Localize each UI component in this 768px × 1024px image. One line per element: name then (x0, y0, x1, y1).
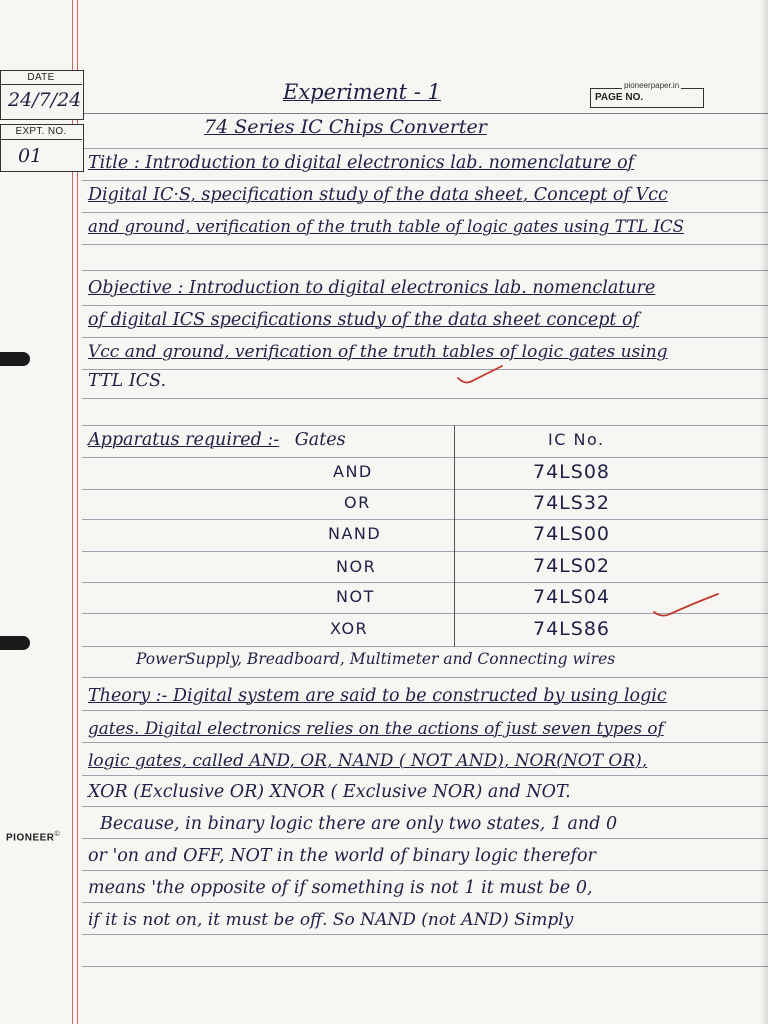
apparatus-label: Apparatus required :- Gates (88, 430, 346, 450)
date-label: DATE (27, 72, 55, 83)
date-value: 24/7/24 (8, 89, 82, 111)
experiment-title: Experiment - 1 (283, 80, 441, 104)
expt-no-value: 01 (18, 145, 43, 167)
theory-line-2: gates. Digital electronics relies on the actions of just seven types of (88, 718, 664, 738)
page-no-box (590, 88, 704, 108)
theory-line-7: means 'the opposite of if something is not 1 it must be 0, (88, 878, 593, 898)
title-line-1: Title : Introduction to digital electronics lab. nomenclature of (88, 153, 635, 173)
gate-xor: XOR (330, 619, 369, 638)
gate-not: NOT (336, 587, 375, 606)
theory-line-3: logic gates, called AND, OR, NAND ( NOT AND), NOR(NOT OR), (88, 751, 648, 771)
objective-line-1: Objective : Introduction to digital electronics lab. nomenclature (88, 278, 656, 298)
ic-and: 74LS08 (533, 461, 610, 483)
ic-nor: 74LS02 (533, 555, 610, 577)
objective-line-3: Vcc and ground, verification of the truth tables of logic gates using (88, 342, 668, 362)
check-mark-icon (456, 362, 506, 386)
ic-xor: 74LS86 (533, 618, 610, 640)
ic-no-header: IC No. (548, 430, 605, 449)
ic-or: 74LS32 (533, 492, 610, 514)
objective-line-4: TTL ICS. (88, 371, 167, 391)
theory-line-8: if it is not on, it must be off. So NAND (not AND) Simply (88, 910, 574, 930)
page-no-label: PAGE NO. (595, 92, 644, 103)
table-divider (454, 425, 455, 647)
page-edge-shadow (760, 0, 768, 1024)
ic-nand: 74LS00 (533, 523, 610, 545)
theory-line-4: XOR (Exclusive OR) XNOR ( Exclusive NOR) and NOT. (88, 782, 571, 802)
brand-logo: PIONEER© (6, 831, 61, 844)
expt-no-label: EXPT. NO. (15, 126, 67, 137)
gate-or: OR (344, 493, 371, 512)
theory-line-5: Because, in binary logic there are only two states, 1 and 0 (100, 814, 618, 834)
ic-not: 74LS04 (533, 586, 610, 608)
gate-nor: NOR (336, 557, 377, 576)
apparatus-extras: PowerSupply, Breadboard, Multimeter and Connecting wires (136, 650, 616, 668)
title-line-3: and ground, verification of the truth table of logic gates using TTL ICS (88, 217, 684, 236)
check-mark-icon (652, 592, 722, 620)
punch-hole-bottom (0, 636, 30, 650)
site-url: pioneerpaper.in (624, 81, 680, 90)
title-line-2: Digital IC·S, specification study of the data sheet, Concept of Vcc (88, 185, 668, 205)
objective-line-2: of digital ICS specifications study of the data sheet concept of (88, 310, 640, 330)
gate-and: AND (333, 462, 373, 481)
gate-nand: NAND (328, 524, 382, 543)
experiment-subtitle: 74 Series IC Chips Converter (204, 116, 487, 138)
theory-line-1: Theory :- Digital system are said to be constructed by using logic (88, 686, 667, 706)
theory-line-6: or 'on and OFF, NOT in the world of binary logic therefor (88, 846, 596, 866)
punch-hole-top (0, 352, 30, 366)
